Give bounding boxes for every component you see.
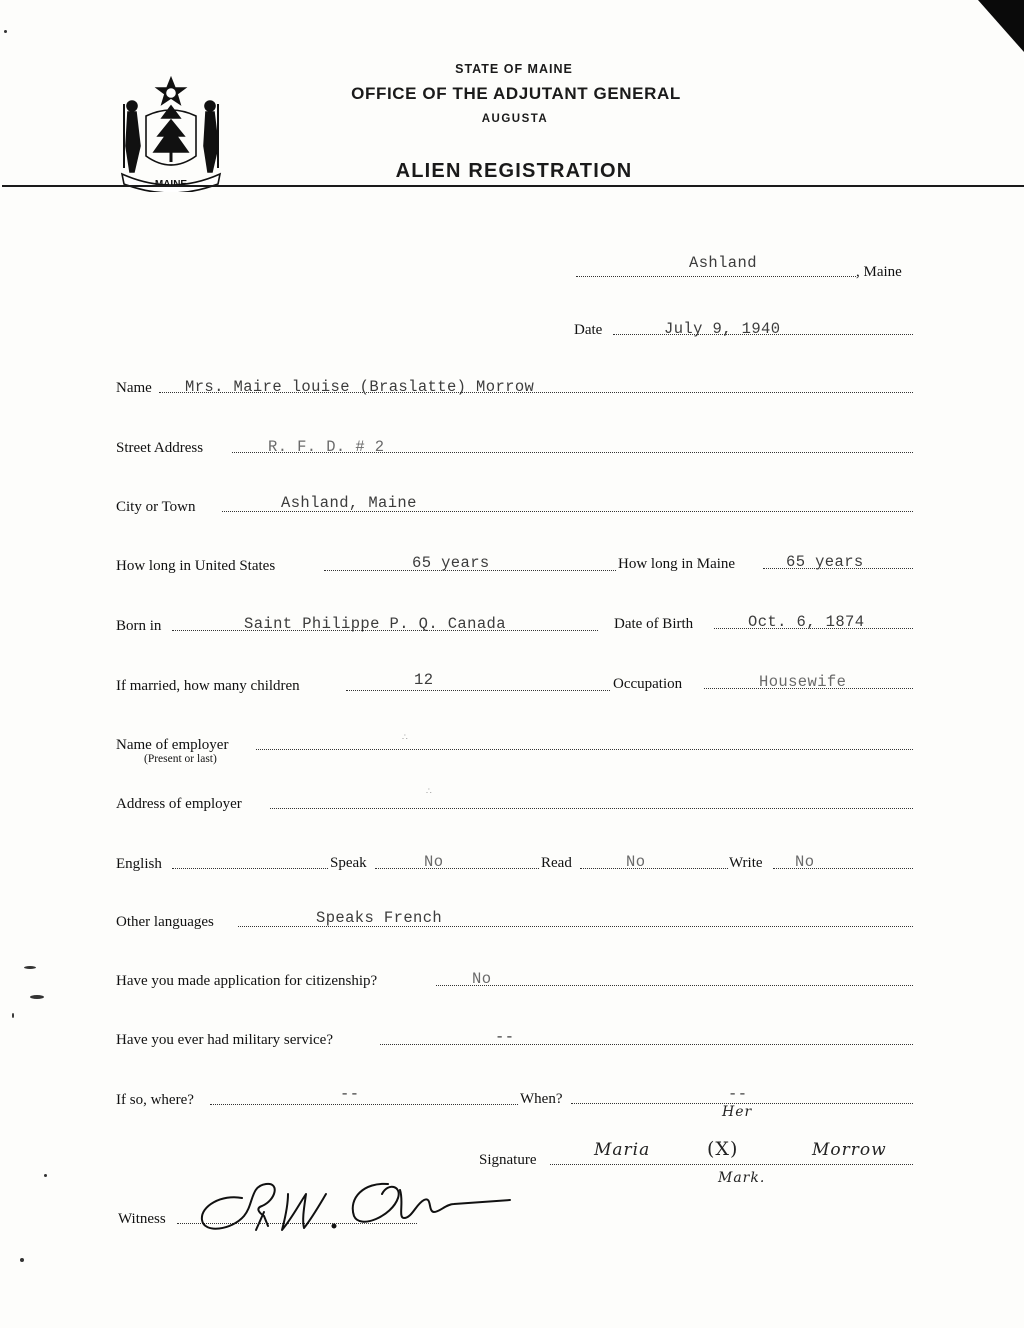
town-line bbox=[576, 276, 856, 277]
name-value: Mrs. Maire louise (Braslatte) Morrow bbox=[185, 378, 535, 396]
read-line bbox=[580, 868, 728, 869]
scan-mark: ∴ bbox=[402, 732, 408, 742]
where-line bbox=[210, 1104, 518, 1105]
occupation-label: Occupation bbox=[613, 676, 683, 692]
citizenship-label: Have you made application for citizenship? bbox=[116, 973, 378, 989]
scan-corner-fold bbox=[978, 0, 1024, 52]
city-value: Ashland, Maine bbox=[281, 494, 417, 512]
born-in-label: Born in bbox=[116, 618, 162, 634]
signature-label: Signature bbox=[479, 1152, 537, 1168]
city-label: City or Town bbox=[116, 499, 196, 515]
name-label: Name bbox=[116, 380, 152, 396]
maine-duration-value: 65 years bbox=[786, 553, 864, 571]
write-label: Write bbox=[729, 855, 763, 871]
when-value: -- bbox=[728, 1085, 748, 1103]
write-value: No bbox=[795, 853, 815, 871]
employer-label: Name of employer bbox=[116, 737, 229, 753]
read-value: No bbox=[626, 853, 646, 871]
date-label: Date bbox=[574, 322, 603, 338]
signature-first: Maria bbox=[594, 1140, 651, 1160]
signature-mark: (X) bbox=[707, 1138, 739, 1160]
english-label: English bbox=[116, 856, 162, 872]
us-duration-value: 65 years bbox=[412, 554, 490, 572]
us-duration-label: How long in United States bbox=[116, 558, 276, 574]
date-value: July 9, 1940 bbox=[664, 320, 781, 338]
maine-duration-label: How long in Maine bbox=[618, 556, 736, 572]
header-office: OFFICE OF THE ADJUTANT GENERAL bbox=[351, 84, 681, 103]
street-value: R. F. D. # 2 bbox=[268, 438, 385, 456]
read-label: Read bbox=[541, 855, 572, 871]
header-city: AUGUSTA bbox=[481, 113, 549, 125]
signature-her: Her bbox=[722, 1104, 753, 1120]
scan-speck bbox=[30, 995, 44, 999]
signature-mark-word: Mark. bbox=[718, 1170, 766, 1186]
witness-label: Witness bbox=[118, 1211, 166, 1227]
scan-speck bbox=[4, 30, 7, 33]
scan-speck bbox=[20, 1258, 24, 1262]
scan-speck bbox=[12, 1013, 14, 1018]
write-line bbox=[773, 868, 913, 869]
header-state: STATE OF MAINE bbox=[455, 62, 573, 76]
speak-line bbox=[375, 868, 539, 869]
employer-address-label: Address of employer bbox=[116, 796, 242, 812]
citizenship-value: No bbox=[472, 970, 492, 988]
dob-value: Oct. 6, 1874 bbox=[748, 613, 865, 631]
where-label: If so, where? bbox=[116, 1092, 194, 1108]
scan-speck bbox=[44, 1174, 47, 1177]
military-label: Have you ever had military service? bbox=[116, 1032, 333, 1048]
dob-label: Date of Birth bbox=[614, 616, 694, 632]
speak-value: No bbox=[424, 853, 444, 871]
children-line bbox=[346, 690, 610, 691]
children-value: 12 bbox=[414, 671, 434, 689]
born-in-value: Saint Philippe P. Q. Canada bbox=[244, 615, 506, 633]
military-line bbox=[380, 1044, 913, 1045]
when-label: When? bbox=[520, 1091, 563, 1107]
seal-text: MAINE bbox=[154, 179, 188, 190]
witness-signature bbox=[192, 1164, 522, 1244]
street-label: Street Address bbox=[116, 440, 204, 456]
children-label: If married, how many children bbox=[116, 678, 300, 694]
town-suffix: , Maine bbox=[856, 264, 902, 280]
where-value: -- bbox=[340, 1085, 360, 1103]
form-title: ALIEN REGISTRATION bbox=[2, 160, 1024, 187]
scan-mark: ∴ bbox=[426, 786, 432, 796]
english-line bbox=[172, 868, 328, 869]
speak-label: Speak bbox=[330, 855, 367, 871]
scan-speck bbox=[24, 966, 36, 969]
signature-line bbox=[550, 1164, 913, 1165]
employer-address-line bbox=[270, 808, 913, 809]
town-value: Ashland bbox=[689, 254, 757, 272]
signature-last: Morrow bbox=[812, 1140, 887, 1160]
other-languages-value: Speaks French bbox=[316, 909, 443, 927]
employer-sublabel: (Present or last) bbox=[144, 753, 217, 765]
citizenship-line bbox=[436, 985, 913, 986]
occupation-value: Housewife bbox=[759, 673, 847, 691]
military-value: -- bbox=[495, 1028, 515, 1046]
other-languages-label: Other languages bbox=[116, 914, 214, 930]
employer-line bbox=[256, 749, 913, 750]
